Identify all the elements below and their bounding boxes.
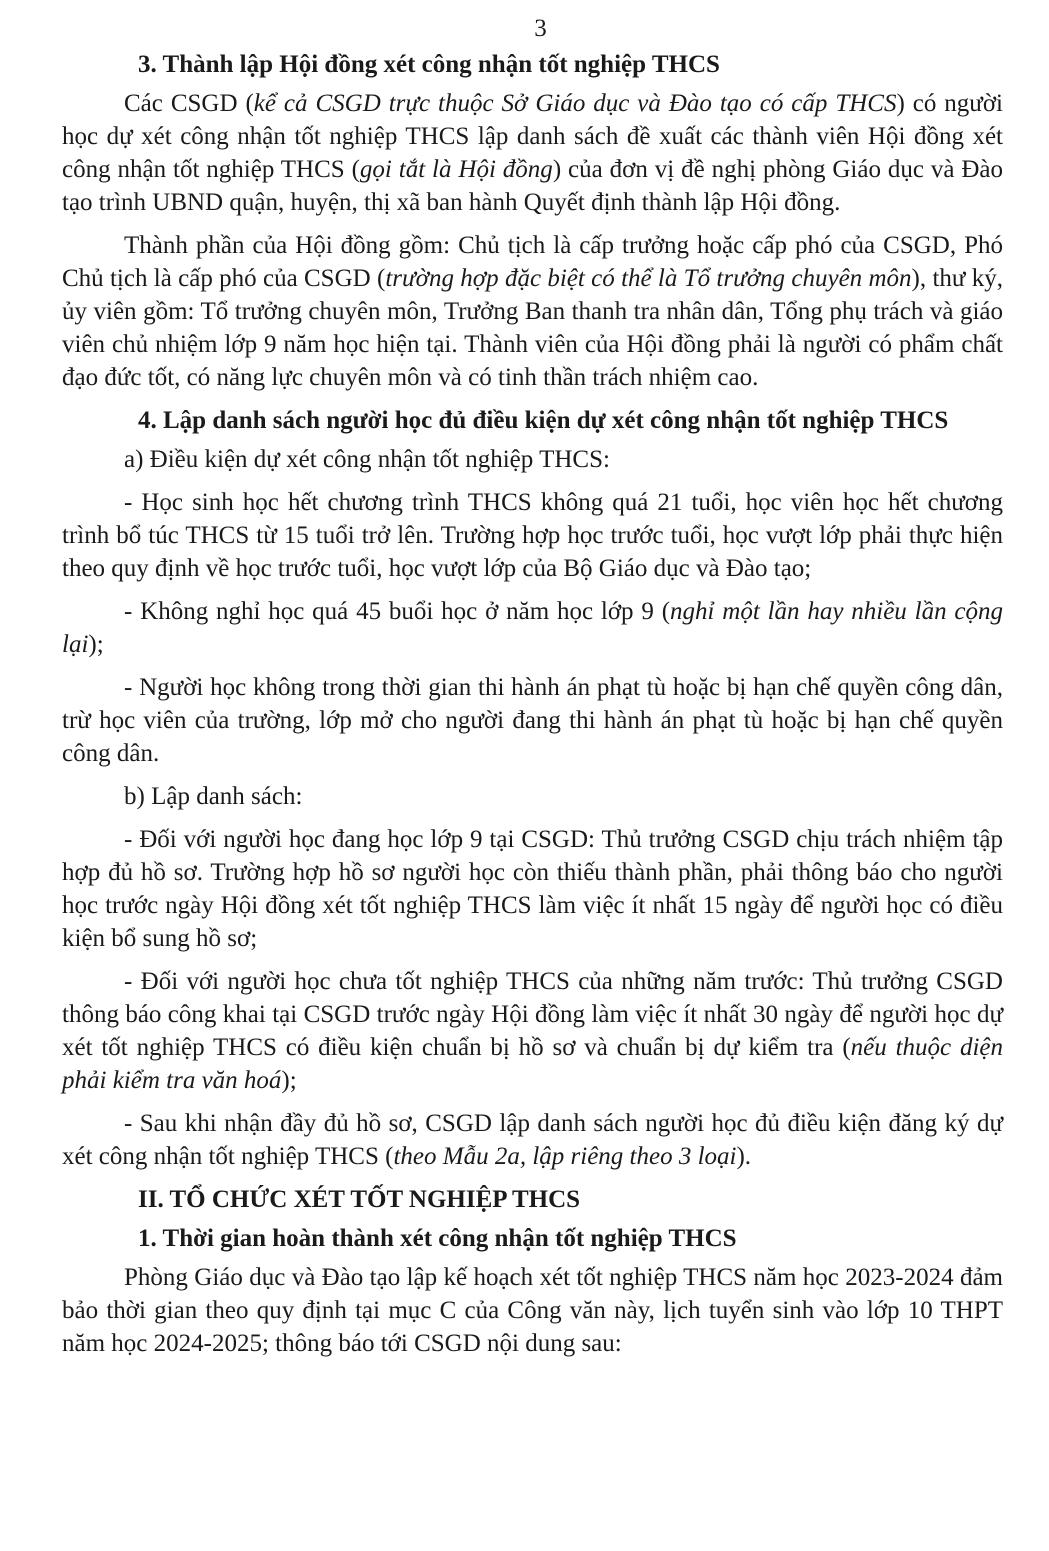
section-4-b-title: b) Lập danh sách:	[124, 783, 303, 810]
text-run: );	[88, 631, 104, 658]
text-run: Các CSGD (	[124, 90, 254, 117]
section-4-b-item-3	[62, 1107, 1003, 1173]
italic-run: gọi tắt là Hội đồng	[359, 156, 553, 183]
section-3-paragraph-1	[62, 87, 1003, 219]
section-4-a-item-3: - Người học không trong thời gian thi hành án phạt tù hoặc bị hạn chế quyền công dân, trừ học viên của trường, lớp mở cho người đang thi hành án phạt tù hoặc bị hạn chế quyền công dân.	[62, 674, 1003, 767]
section-4-b-item-2	[62, 965, 1003, 1097]
part-II-paragraph-1: Phòng Giáo dục và Đào tạo lập kế hoạch xét tốt nghiệp THCS năm học 2023-2024 đảm bảo thời gian theo quy định tại mục C của Công văn này, lịch tuyển sinh vào lớp 10 THPT năm học 2024-2025; thông báo tới CSGD nội dung sau:	[62, 1264, 1003, 1357]
text-run: - Sau khi nhận đầy đủ hồ sơ, CSGD lập danh sách người học đủ điều kiện đăng ký dự xét công nhận tốt nghiệp THCS (	[62, 1110, 1003, 1170]
section-4-b-item-1: - Đối với người học đang học lớp 9 tại CSGD: Thủ trưởng CSGD chịu trách nhiệm tập hợp đủ hồ sơ. Trường hợp hồ sơ người học còn thiếu thành phần, phải thông báo cho người học trước ngày Hội đồng xét tốt nghiệp THCS làm việc ít nhất 15 ngày để người học có điều kiện bổ sung hồ sơ;	[62, 826, 1003, 952]
text-run: - Không nghỉ học quá 45 buổi học ở năm học lớp 9 (	[124, 598, 671, 625]
text-run: ).	[736, 1143, 752, 1170]
text-run: ) có người học dự xét công nhận tốt nghiệp THCS lập danh sách đề xuất các thành viên Hội đồng xét công nhận tốt nghiệp THCS (	[62, 90, 1003, 183]
section-3-paragraph-2	[62, 229, 1003, 394]
italic-run: nếu thuộc diện phải kiểm tra văn hoá	[62, 1034, 1003, 1094]
italic-run: nghỉ một lần hay nhiều lần cộng lại	[62, 598, 1003, 658]
part-II-subheading-1: 1. Thời gian hoàn thành xét công nhận tốt nghiệp THCS	[138, 1225, 737, 1252]
section-4-a-item-2	[62, 595, 1003, 661]
section-4-a-title: a) Điều kiện dự xét công nhận tốt nghiệp THCS:	[124, 446, 610, 473]
text-run: - Đối với người học chưa tốt nghiệp THCS của những năm trước: Thủ trưởng CSGD thông báo công khai tại CSGD trước ngày Hội đồng làm việc ít nhất 30 ngày để người học dự xét tốt nghiệp THCS có điều kiện chuẩn bị hồ sơ và chuẩn bị dự kiểm tra (	[62, 968, 1003, 1061]
text-run: ) của đơn vị đề nghị phòng Giáo dục và Đào tạo trình UBND quận, huyện, thị xã ban hành Quyết định thành lập Hội đồng.	[62, 156, 1003, 216]
section-4-heading: 4. Lập danh sách người học đủ điều kiện dự xét công nhận tốt nghiệp THCS	[138, 407, 949, 434]
section-3-heading: 3. Thành lập Hội đồng xét công nhận tốt nghiệp THCS	[138, 51, 720, 78]
italic-run: kể cả CSGD trực thuộc Sở Giáo dục và Đào tạo có cấp THCS	[253, 90, 897, 117]
italic-run: theo Mẫu 2a, lập riêng theo 3 loại	[393, 1143, 737, 1170]
italic-run: trường hợp đặc biệt có thể là Tổ trưởng chuyên môn	[385, 265, 912, 292]
text-run: Thành phần của Hội đồng gồm: Chủ tịch là cấp trưởng hoặc cấp phó của CSGD, Phó Chủ tịch là cấp phó của CSGD (	[62, 232, 1003, 292]
section-4-a-item-1: - Học sinh học hết chương trình THCS không quá 21 tuổi, học viên học hết chương trình bổ túc THCS từ 15 tuổi trở lên. Trường hợp học trước tuổi, học vượt lớp phải thực hiện theo quy định về học trước tuổi, học vượt lớp của Bộ Giáo dục và Đào tạo;	[62, 489, 1003, 582]
text-run: ), thư ký, ủy viên gồm: Tổ trưởng chuyên môn, Trưởng Ban thanh tra nhân dân, Tổng phụ trách và giáo viên chủ nhiệm lớp 9 năm học hiện tại. Thành viên của Hội đồng phải là người có phẩm chất đạo đức tốt, có năng lực chuyên môn và có tinh thần trách nhiệm cao.	[62, 265, 1003, 391]
part-II-heading: II. TỔ CHỨC XÉT TỐT NGHIỆP THCS	[138, 1186, 581, 1213]
text-run: );	[281, 1067, 297, 1094]
page-number: 3	[534, 15, 547, 42]
